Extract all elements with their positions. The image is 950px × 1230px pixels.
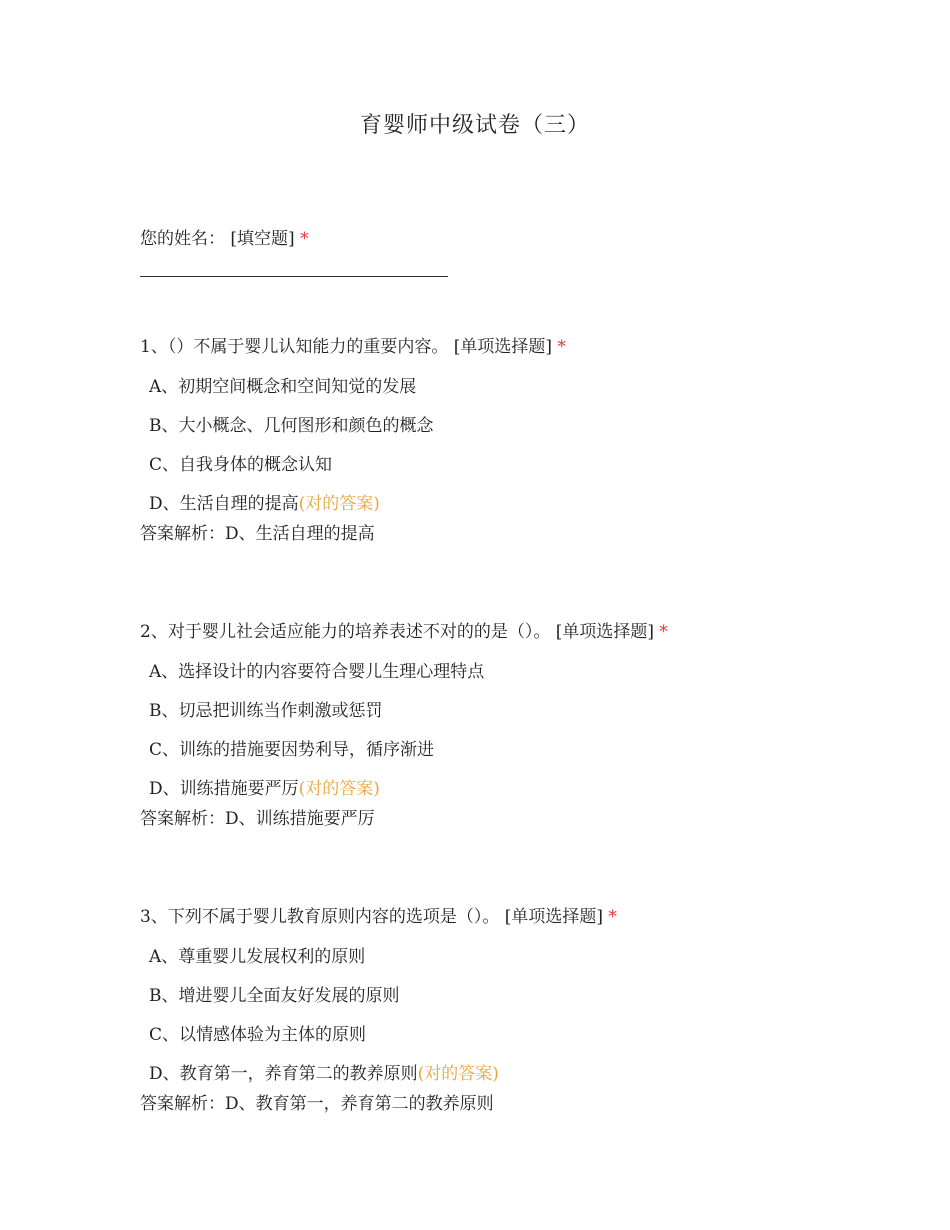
question-text: [140, 334, 860, 360]
question-2: [140, 619, 860, 832]
answer-analysis: 答案解析：D、教育第一，养育第二的教养原则: [140, 1094, 494, 1114]
question-1: [140, 334, 860, 547]
option-a[interactable]: [140, 944, 860, 970]
question-stem: 3、下列不属于婴儿教育原则内容的选项是（）。: [140, 907, 500, 927]
option-label: C、以情感体验为主体的原则: [149, 1025, 367, 1045]
option-label: A、初期空间概念和空间知觉的发展: [149, 377, 417, 397]
required-mark: *: [557, 337, 566, 357]
question-3: [140, 904, 860, 1117]
name-question: [140, 226, 840, 277]
option-label: B、切忌把训练当作刺激或惩罚: [149, 701, 383, 721]
option-c[interactable]: [140, 737, 860, 763]
option-label: B、大小概念、几何图形和颜色的概念: [149, 416, 434, 436]
required-mark: *: [608, 907, 617, 927]
option-c[interactable]: [140, 1022, 860, 1048]
option-label: D、生活自理的提高: [149, 494, 299, 514]
option-c[interactable]: [140, 452, 860, 478]
question-type-tag: [单项选择题]: [555, 622, 654, 642]
option-d[interactable]: [140, 1061, 860, 1087]
question-text: [140, 904, 860, 930]
correct-answer-mark: (对的答案): [417, 1064, 499, 1084]
option-label: C、自我身体的概念认知: [149, 455, 333, 475]
option-label: A、选择设计的内容要符合婴儿生理心理特点: [149, 662, 485, 682]
option-d[interactable]: [140, 776, 860, 802]
option-d[interactable]: [140, 491, 860, 517]
question-type-tag: [填空题]: [230, 229, 295, 249]
question-type-tag: [单项选择题]: [504, 907, 603, 927]
required-mark: *: [300, 229, 309, 249]
question-stem: 1、（）不属于婴儿认知能力的重要内容。: [140, 337, 449, 357]
option-b[interactable]: [140, 413, 860, 439]
option-list: [140, 944, 860, 1087]
answer-analysis: 答案解析：D、训练措施要严厉: [140, 809, 375, 829]
option-a[interactable]: [140, 659, 860, 685]
name-question-text: [140, 226, 840, 252]
option-label: D、教育第一，养育第二的教养原则: [149, 1064, 418, 1084]
option-b[interactable]: [140, 698, 860, 724]
question-type-tag: [单项选择题]: [453, 337, 552, 357]
option-label: B、增进婴儿全面友好发展的原则: [149, 986, 400, 1006]
name-question-label: 您的姓名：: [140, 229, 225, 249]
name-answer-blank[interactable]: [140, 262, 448, 277]
option-a[interactable]: [140, 374, 860, 400]
required-mark: *: [659, 622, 668, 642]
option-label: A、尊重婴儿发展权利的原则: [149, 947, 366, 967]
correct-answer-mark: (对的答案): [298, 779, 380, 799]
question-text: [140, 619, 860, 645]
option-list: [140, 374, 860, 517]
option-b[interactable]: [140, 983, 860, 1009]
answer-analysis: 答案解析：D、生活自理的提高: [140, 524, 375, 544]
correct-answer-mark: (对的答案): [298, 494, 380, 514]
option-label: D、训练措施要严厉: [149, 779, 299, 799]
option-label: C、训练的措施要因势利导，循序渐进: [149, 740, 435, 760]
document-title: 育婴师中级试卷（三）: [359, 113, 590, 138]
option-list: [140, 659, 860, 802]
question-stem: 2、对于婴儿社会适应能力的培养表述不对的的是（）。: [140, 622, 551, 642]
